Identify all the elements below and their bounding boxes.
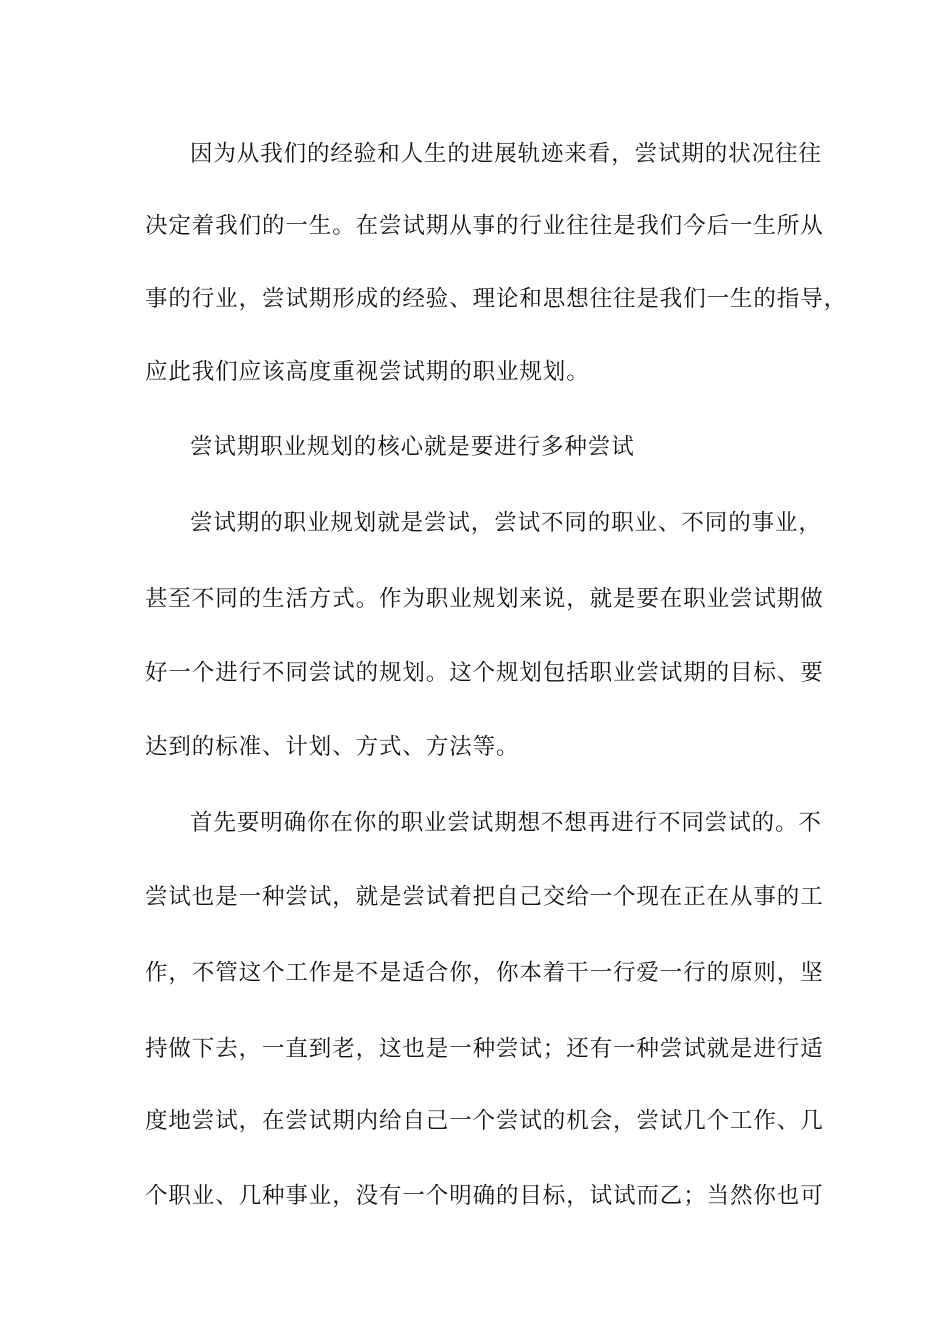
- paragraph-line: 应此我们应该高度重视尝试期的职业规划。: [145, 359, 590, 385]
- paragraph-line: 尝试也是一种尝试，就是尝试着把自己交给一个现在正在从事的工: [145, 884, 824, 910]
- paragraph-line: 决定着我们的一生。在尝试期从事的行业往往是我们今后一生所从: [145, 213, 824, 239]
- paragraph-line: 甚至不同的生活方式。作为职业规划来说，就是要在职业尝试期做: [145, 586, 824, 612]
- paragraph-line: 持做下去，一直到老，这也是一种尝试；还有一种尝试就是进行适: [145, 1036, 824, 1062]
- paragraph-line: 个职业、几种事业，没有一个明确的目标，试试而乙；当然你也可: [145, 1183, 824, 1209]
- paragraph-line: 首先要明确你在你的职业尝试期想不想再进行不同尝试的。不: [190, 810, 822, 836]
- paragraph-line: 尝试期的职业规划就是尝试，尝试不同的职业、不同的事业，: [190, 510, 822, 536]
- paragraph-line: 度地尝试，在尝试期内给自己一个尝试的机会，尝试几个工作、几: [145, 1108, 824, 1134]
- paragraph-line: 好一个进行不同尝试的规划。这个规划包括职业尝试期的目标、要: [145, 660, 824, 686]
- paragraph-line: 事的行业，尝试期形成的经验、理论和思想往往是我们一生的指导，: [145, 286, 848, 312]
- paragraph-line: 因为从我们的经验和人生的进展轨迹来看，尝试期的状况往往: [190, 141, 822, 167]
- paragraph-line: 达到的标准、计划、方式、方法等。: [145, 734, 520, 760]
- paragraph-line: 作，不管这个工作是不是适合你，你本着干一行爱一行的原则，坚: [145, 960, 824, 986]
- section-heading: 尝试期职业规划的核心就是要进行多种尝试: [190, 434, 635, 460]
